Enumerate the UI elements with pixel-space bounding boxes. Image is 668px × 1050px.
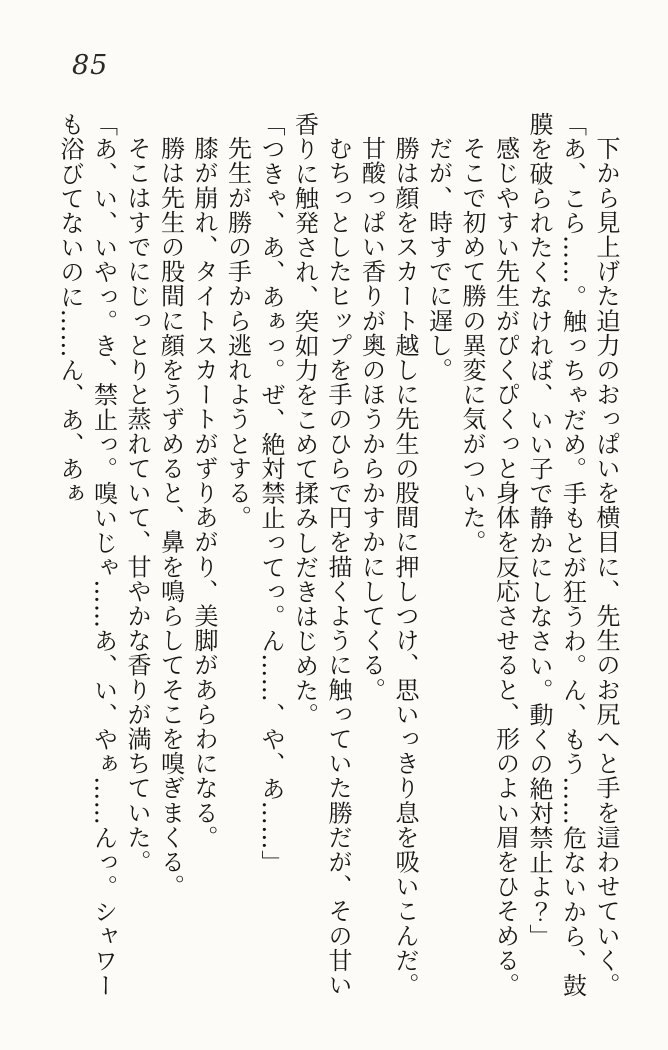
paragraph: むちっとしたヒップを手のひらで円を描くように触っていた勝だが、その甘い香りに触発され、突如力をこめて揉みしだきはじめた。: [290, 112, 352, 997]
paragraph: 感じやすい先生がぴくぴくっと身体を反応させると、形のよい眉をひそめる。: [491, 136, 520, 997]
paragraph: 勝は先生の股間に顔をうずめると、鼻を鳴らしてそこを嗅ぎまくる。: [156, 136, 185, 899]
page-number: 85: [72, 50, 109, 81]
paragraph: そこで初めて勝の異変に気がついた。: [458, 136, 486, 555]
paragraph-dialogue: 「つきゃ、あ、あぁっ。ぜ、絶対禁止ってっ。ん……、や、あ……」: [257, 112, 285, 875]
paragraph: 甘酸っぱい香りが奥のほうからかすかにしてくる。: [357, 136, 386, 702]
paragraph: だが、時すでに遅し。: [424, 136, 453, 382]
paragraph-dialogue: 「あ、い、いやっ。き、禁止っ。嗅いじゃ……あ、い、やぁ……んっ。シャワーも浴びてないのに……ん、あ、あぁ: [56, 112, 118, 998]
paragraph: 勝は顔をスカート越しに先生の股間に押しつけ、思いっきり息を吸いこんだ。: [391, 136, 419, 997]
paragraph: 先生が勝の手から逃れようとする。: [223, 136, 252, 530]
paragraph: 膝が崩れ、タイトスカートがずりあがり、美脚があらわになる。: [190, 136, 218, 850]
paragraph: そこはすでにじっとりと蒸れていて、甘やかな香りが満ちていた。: [123, 136, 151, 874]
vertical-text-block: [46, 112, 622, 1014]
paragraph-dialogue: 「あ、こら……。触っちゃだめ。手もとが狂うわ。ん、もう……危ないから、鼓膜を破られたくなければ、いい子で静かにしなさい。動くの絶対禁止よ？」: [525, 112, 587, 998]
paragraph: 下から見上げた迫力のおっぱいを横目に、先生のお尻へと手を這わせていく。: [592, 136, 620, 997]
